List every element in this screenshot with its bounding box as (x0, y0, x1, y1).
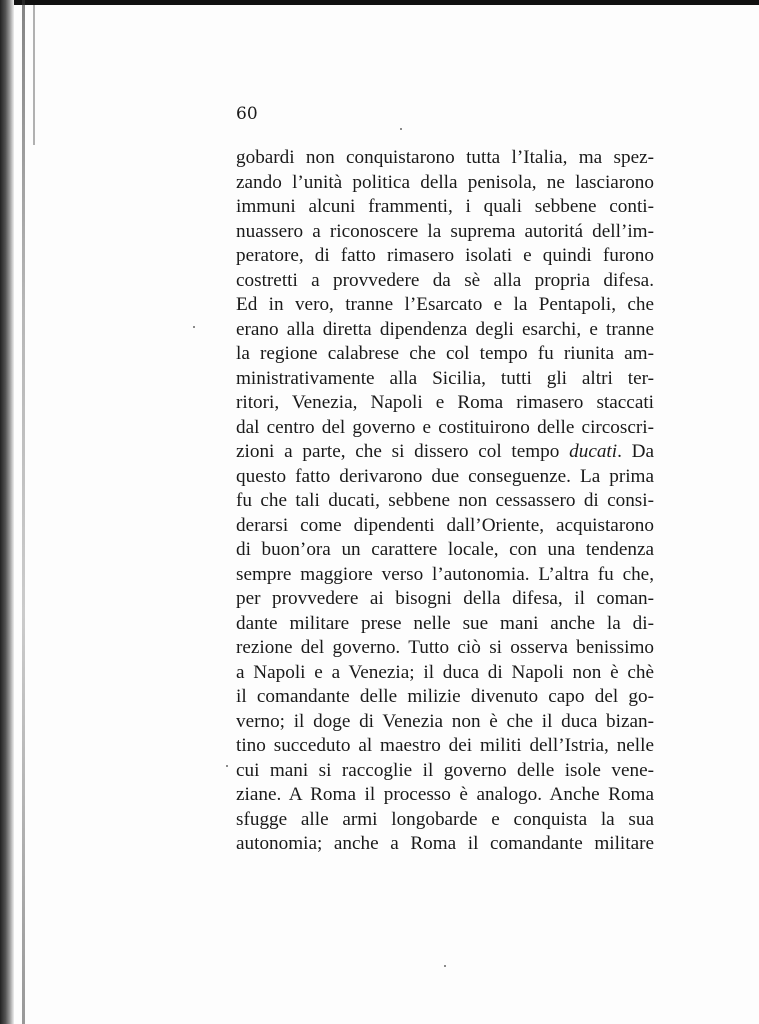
text-line: a Napoli e a Venezia; il duca di Napoli non è chè (236, 661, 654, 683)
text-segment: . Da (617, 441, 655, 462)
book-binding-mark (33, 5, 35, 145)
text-line: per provvedere ai bisogni della difesa, il coman- (236, 588, 654, 609)
text-line: tino succeduto al maestro dei militi dell’Istria, nelle (236, 735, 654, 756)
text-line: nuassero a riconoscere la suprema autoritá dell’im- (236, 220, 654, 242)
scan-speck (400, 128, 402, 130)
book-binding-shadow (22, 0, 25, 1024)
text-segment: zioni a parte, che si dissero col tempo (236, 441, 570, 462)
book-binding-edge (0, 0, 14, 1024)
text-line: gobardi non conquistarono tutta l’Italia, ma spez- (236, 147, 654, 168)
scan-top-edge (0, 0, 759, 5)
scan-speck (193, 326, 195, 328)
text-line: la regione calabrese che col tempo fu riunita am- (236, 343, 654, 364)
text-line: ritori, Venezia, Napoli e Roma rimasero staccati (236, 392, 654, 413)
text-line: immuni alcuni frammenti, i quali sebbene conti- (236, 196, 654, 217)
text-line: fu che tali ducati, sebbene non cessassero di consi- (236, 490, 654, 511)
text-line: Ed in vero, tranne l’Esarcato e la Pentapoli, che (236, 294, 654, 315)
text-line: il comandante delle milizie divenuto capo del go- (236, 686, 654, 707)
page-number: 60 (236, 104, 258, 124)
text-line (236, 440, 654, 465)
text-line: rezione del governo. Tutto ciò si osserva benissimo (236, 637, 654, 658)
text-line: sempre maggiore verso l’autonomia. L’altra fu che, (236, 563, 654, 585)
text-line: sfugge alle armi longobarde e conquista la sua (236, 808, 654, 830)
body-text (236, 146, 654, 857)
text-line: verno; il doge di Venezia non è che il duca bizan- (236, 710, 654, 732)
text-line: ministrativamente alla Sicilia, tutti gli altri ter- (236, 367, 654, 389)
text-line: dante militare prese nelle sue mani anche la di- (236, 612, 654, 634)
text-line: costretti a provvedere da sè alla propria difesa. (236, 269, 654, 291)
text-line: derarsi come dipendenti dall’Oriente, acquistarono (236, 514, 654, 536)
text-line: erano alla diretta dipendenza degli esarchi, e tranne (236, 318, 654, 340)
text-line: cui mani si raccoglie il governo delle isole vene- (236, 759, 654, 781)
text-line: zando l’unità politica della penisola, ne lasciarono (236, 171, 654, 193)
scan-speck (444, 965, 446, 967)
text-line: di buon’ora un carattere locale, con una tendenza (236, 539, 654, 560)
italic-term: ducati (569, 441, 618, 462)
text-line: dal centro del governo e costituirono delle circoscri- (236, 416, 654, 438)
text-line: peratore, di fatto rimasero isolati e quindi furono (236, 245, 654, 266)
text-line: ziane. A Roma il processo è analogo. Anche Roma (236, 784, 654, 805)
scan-speck (226, 765, 228, 767)
text-line: autonomia; anche a Roma il comandante militare (236, 833, 654, 854)
text-line: questo fatto derivarono due conseguenze. La prima (236, 465, 654, 487)
